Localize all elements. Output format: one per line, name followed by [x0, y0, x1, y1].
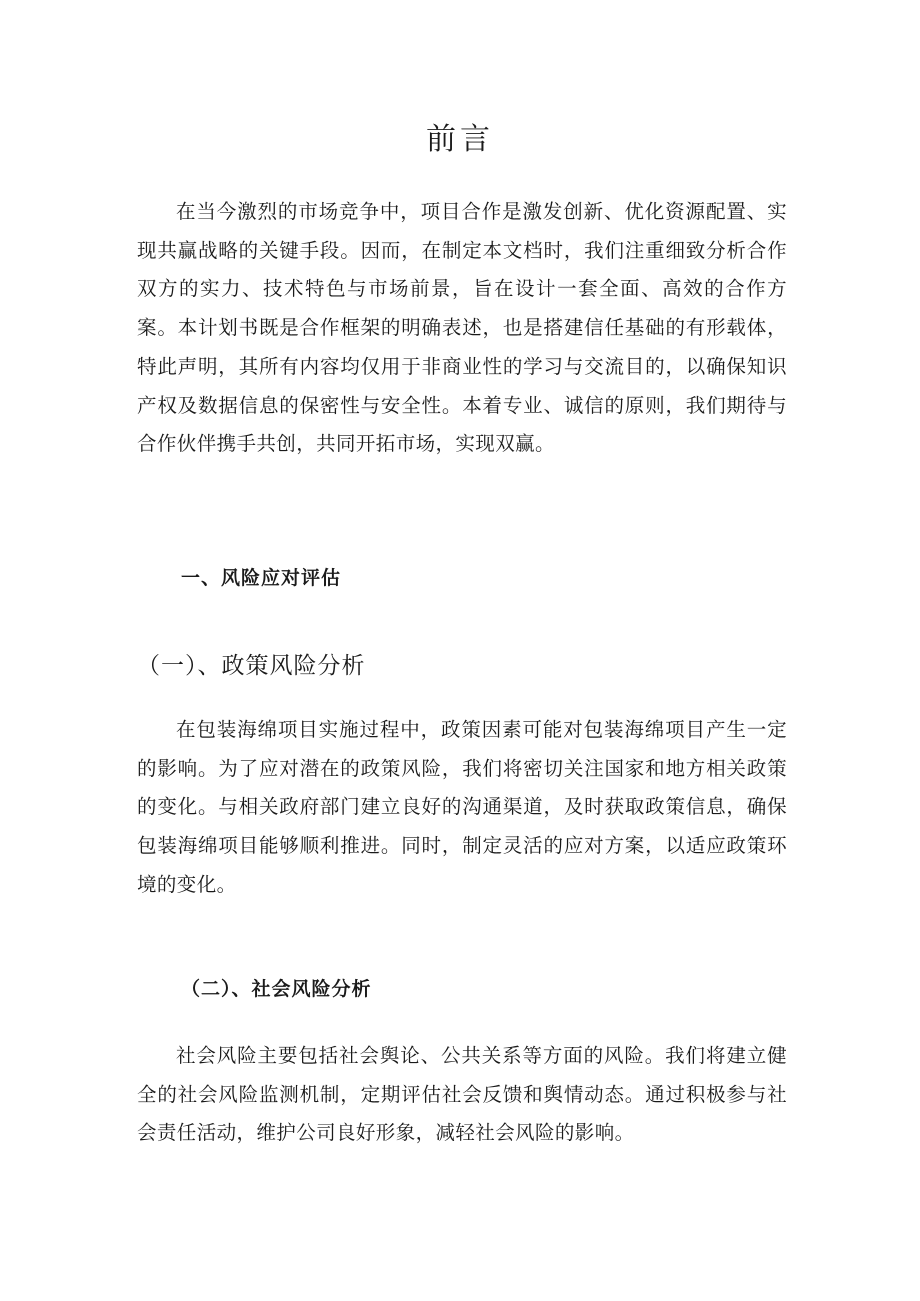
policy-risk-paragraph: 在包装海绵项目实施过程中，政策因素可能对包装海绵项目产生一定的影响。为了应对潜在的政策风险，我们将密切关注国家和地方相关政策的变化。与相关政府部门建立良好的沟通渠道，及时获取政策信息，确保包装海绵项目能够顺利推进。同时，制定灵活的应对方案，以适应政策环境的变化。 — [137, 718, 787, 896]
intro-paragraph: 在当今激烈的市场竞争中，项目合作是激发创新、优化资源配置、实现共赢战略的关键手段。因而，在制定本文档时，我们注重细致分析合作双方的实力、技术特色与市场前景，旨在设计一套全面、高效的合作方案。本计划书既是合作框架的明确表述，也是搭建信任基础的有形载体，特此声明，其所有内容均仅用于非商业性的学习与交流目的，以确保知识产权及数据信息的保密性与安全性。本着专业、诚信的原则，我们期待与合作伙伴携手共创，共同开拓市场，实现双赢。 — [137, 200, 787, 456]
social-risk-paragraph: 社会风险主要包括社会舆论、公共关系等方面的风险。我们将建立健全的社会风险监测机制，定期评估社会反馈和舆情动态。通过积极参与社会责任活动，维护公司良好形象，减轻社会风险的影响。 — [137, 1044, 787, 1145]
page-title: 前言 — [426, 122, 494, 157]
subsection-heading-social-risk: （二）、社会风险分析 — [181, 978, 372, 1000]
subsection-heading-policy-risk: （一）、政策风险分析 — [137, 653, 366, 679]
section-heading-risk-assessment: 一、风险应对评估 — [181, 567, 342, 589]
